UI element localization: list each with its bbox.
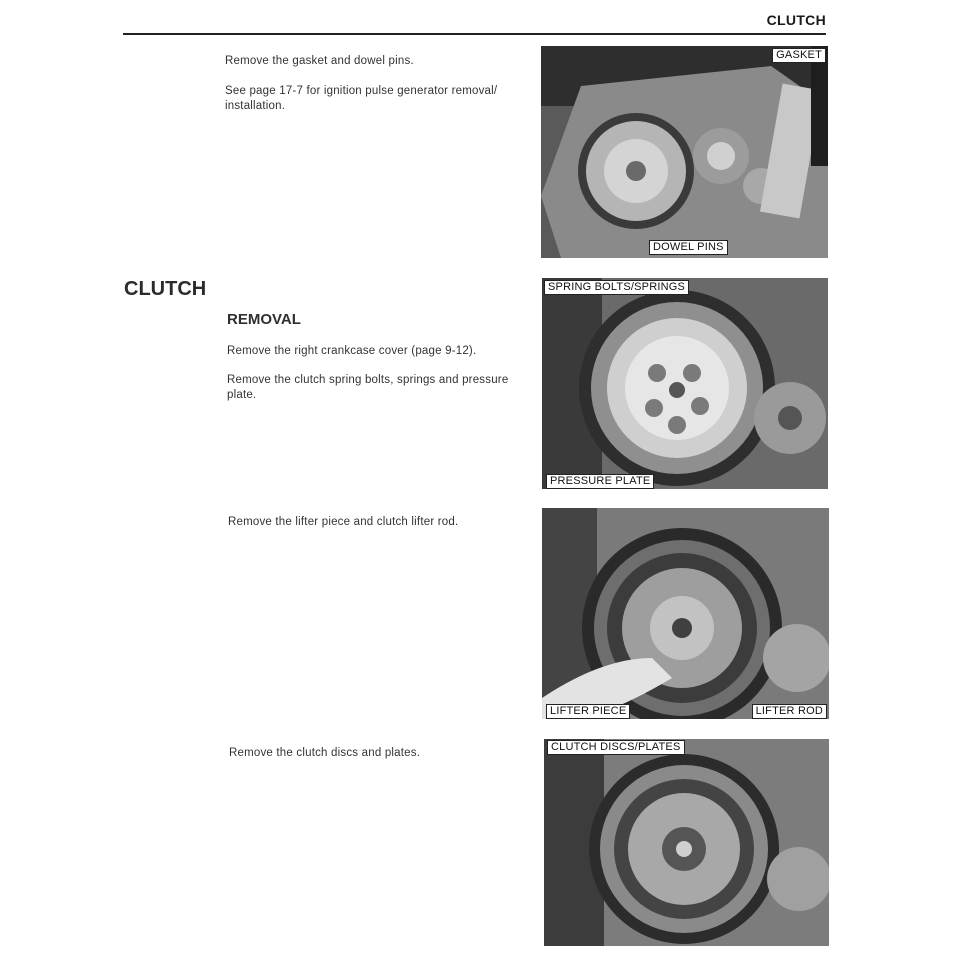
photo-clutch-discs-plates — [544, 739, 829, 946]
paragraph-discs: Remove the clutch discs and plates. — [229, 747, 421, 759]
subsection-title: REMOVAL — [227, 311, 301, 328]
paragraph-lifter: Remove the lifter piece and clutch lifter rod. — [228, 516, 459, 528]
paragraph-ignition-pulse: See page 17-7 for ignition pulse generator removal/ installation. — [225, 85, 498, 112]
photo-lifter-piece-rod — [542, 508, 829, 719]
photo-spring-bolts-pressure-plate — [542, 278, 828, 489]
paragraph-spring-bolts: Remove the clutch spring bolts, springs and pressure plate. — [227, 374, 509, 401]
callout-lifter-rod: LIFTER ROD — [752, 704, 827, 719]
callout-clutch-discs-plates: CLUTCH DISCS/PLATES — [547, 740, 685, 755]
callout-lifter-piece: LIFTER PIECE — [546, 704, 630, 719]
callout-pressure-plate: PRESSURE PLATE — [546, 474, 654, 489]
callout-dowel-pins: DOWEL PINS — [649, 240, 728, 255]
header-rule — [123, 33, 826, 35]
paragraph-gasket: Remove the gasket and dowel pins. — [225, 55, 414, 67]
paragraph-crankcase-cover: Remove the right crankcase cover (page 9-12). — [227, 345, 477, 357]
section-title: CLUTCH — [124, 278, 207, 300]
callout-spring-bolts-springs: SPRING BOLTS/SPRINGS — [544, 280, 689, 295]
page-header-title: CLUTCH — [766, 12, 826, 28]
callout-gasket: GASKET — [772, 48, 826, 63]
photo-gasket-dowel-pins — [541, 46, 828, 258]
